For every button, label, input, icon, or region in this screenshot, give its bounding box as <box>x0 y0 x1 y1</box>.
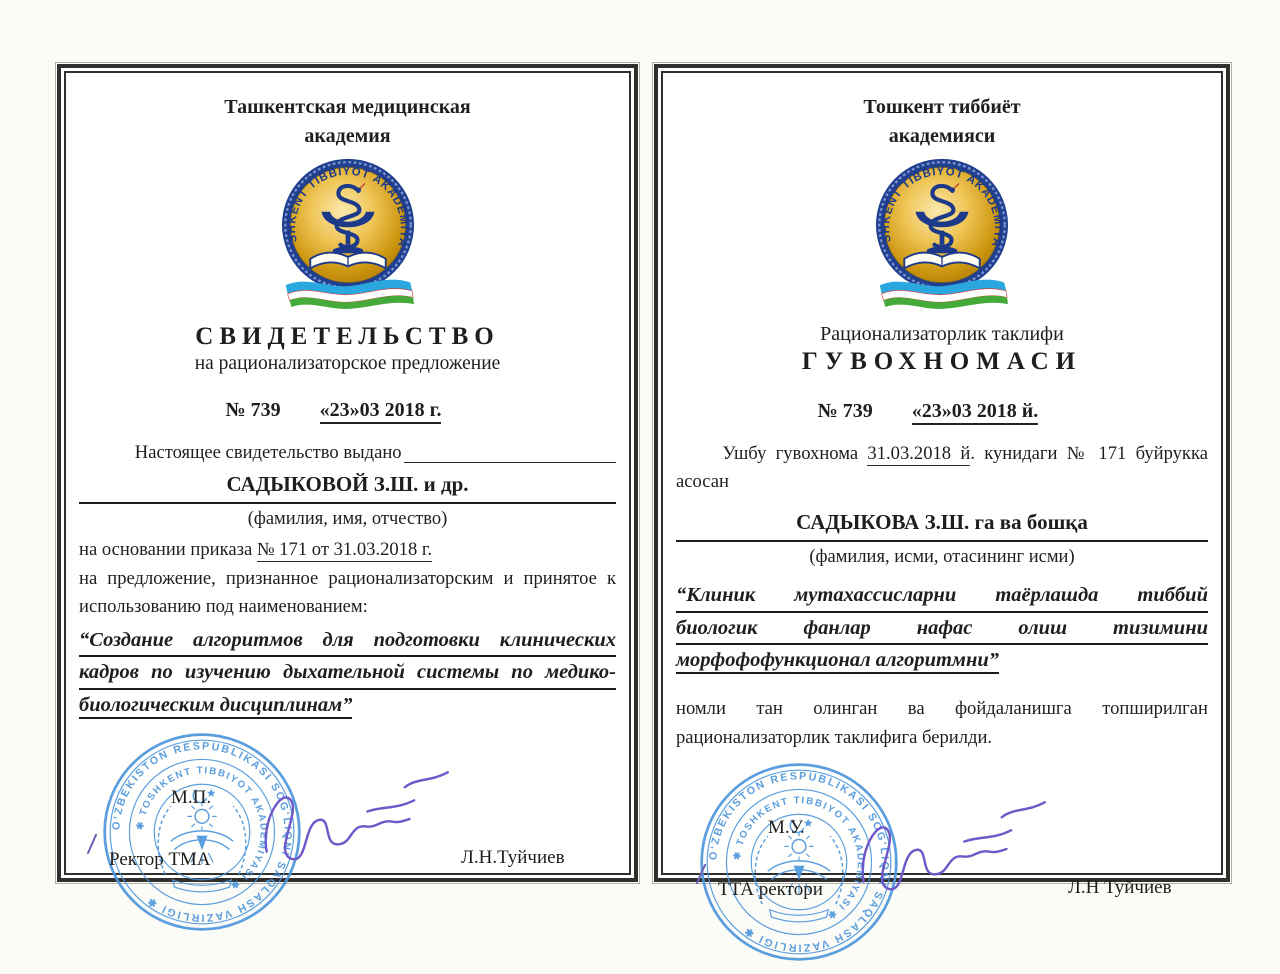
proposal-line: биологическим дисциплинам” <box>79 690 616 721</box>
certificate-number: № 739 <box>817 400 873 422</box>
paragraph-line: использованию под наименованием: <box>79 596 368 618</box>
stamp-place-label: М.У. <box>768 816 805 838</box>
signer-name: Л.Н Туйчиев <box>1068 876 1172 898</box>
intro-text: Ушбу гувохнома <box>713 443 868 464</box>
number-date-line <box>65 399 602 422</box>
organization-name <box>79 93 616 151</box>
recipient-hint: (фамилия, исми, отасининг исми) <box>809 546 1075 567</box>
certificate-number: № 739 <box>225 399 281 421</box>
stamp-place-label: М.П. <box>171 786 212 808</box>
signer-role: ТТА ректори <box>718 878 823 900</box>
blank-underline <box>404 440 616 463</box>
issued-text: Настоящее свидетельство выдано <box>134 442 402 463</box>
organization-line1: Тошкент тиббиёт <box>863 96 1021 118</box>
number-date-line <box>662 400 1194 423</box>
proposal-line: морфофофункционал алгоритмни” <box>676 645 1208 676</box>
organization-line1: Ташкентская медицинская <box>224 96 471 118</box>
certificate-body <box>676 441 1208 751</box>
rector-signature <box>257 763 463 875</box>
intro-line2: асосан <box>676 471 729 493</box>
organization-line2: академияси <box>888 125 996 147</box>
certificate-inner-frame <box>64 71 631 875</box>
certificate-inner-frame <box>661 71 1223 900</box>
organization-name <box>676 93 1208 151</box>
academy-emblem-icon <box>859 153 1025 311</box>
proposal-line: кадров по изучению дыхательной системы по медико- <box>79 657 616 690</box>
basis-prefix: на основании приказа <box>79 539 257 561</box>
recipient-hint: (фамилия, имя, отчество) <box>247 509 448 530</box>
rector-signature <box>854 793 1060 905</box>
issued-prefix <box>79 440 135 466</box>
certificate-body <box>79 440 616 721</box>
recipient-name: САДЫКОВА З.Ш. га ва бошқа <box>676 508 1208 542</box>
recipient-name: САДЫКОВОЙ З.Ш. и др. <box>79 470 616 504</box>
certificate-uzbek <box>652 62 1232 900</box>
signature-block <box>676 759 1208 974</box>
signature-block <box>79 729 616 944</box>
intro-indent <box>676 443 713 464</box>
intro-date: 31.03.2018 й <box>867 443 971 464</box>
order-reference: № 171 от 31.03.2018 г. <box>256 539 433 561</box>
proposal-line: биологик фанлар нафас олиш тизимини <box>676 613 1208 646</box>
document-subtitle: на рационализаторское предложение <box>194 353 501 374</box>
intro-rest: . кунидаги № 171 буйрукка <box>970 443 1208 464</box>
issued-to-line <box>79 440 616 466</box>
academy-emblem-icon <box>265 153 431 311</box>
paragraph-line: рационализаторлик таклифига берилди. <box>676 726 993 748</box>
proposal-line: “Создание алгоритмов для подготовки клинических <box>79 625 616 658</box>
proposal-title <box>79 625 616 721</box>
paragraph-line: номли тан олинган ва фойдаланишга топширилган <box>676 698 1208 720</box>
document-pretitle: Рационализаторлик таклифи <box>820 323 1064 345</box>
intro-line <box>676 441 1208 467</box>
signer-role: Ректор ТМА <box>109 848 211 870</box>
certificate-date: «23»03 2018 г. <box>320 399 442 424</box>
certificate-russian <box>55 62 640 884</box>
proposal-title <box>676 580 1208 676</box>
organization-line2: академия <box>304 125 391 147</box>
certificate-date: «23»03 2018 й. <box>912 400 1039 425</box>
signer-name: Л.Н.Туйчиев <box>461 846 565 868</box>
certificate-outer-frame <box>654 64 1230 900</box>
basis-line <box>79 537 616 563</box>
paragraph-line: на предложение, признанное рационализаторским и принятое к <box>79 567 616 589</box>
proposal-line: “Клиник мутахассисларни таёрлашда тиббий <box>676 580 1208 613</box>
pen-mark <box>87 833 98 854</box>
certificate-outer-frame <box>57 64 638 882</box>
document-title: ГУВОХНОМАСИ <box>801 348 1083 375</box>
document-title: СВИДЕТЕЛЬСТВО <box>195 323 500 350</box>
